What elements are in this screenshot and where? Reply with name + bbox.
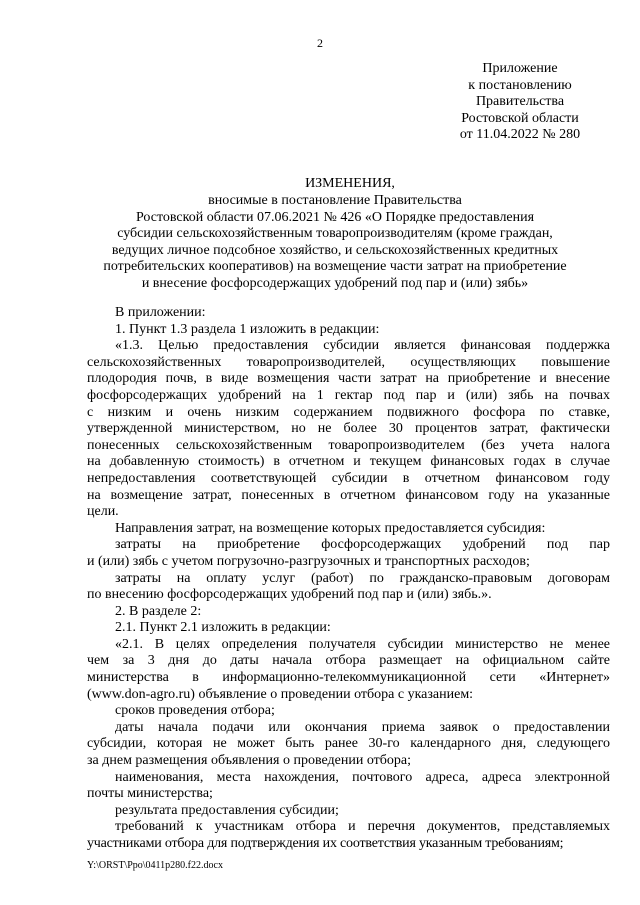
paragraph xyxy=(87,819,610,852)
paragraph-line: участниками отбора для подтверждения их соответствия указанным требованиям; xyxy=(87,836,564,851)
paragraph-line: непредоставления соответствующей субсидии в отчетном финансовом году xyxy=(87,470,610,486)
paragraph-2-1 xyxy=(87,637,610,703)
paragraph xyxy=(87,703,610,720)
paragraph-line: утвержденной министерством, но не более 30 процентов затрат, фактически xyxy=(87,421,610,437)
paragraph-line: почты министерства; xyxy=(87,786,213,802)
paragraph xyxy=(87,571,610,604)
paragraph-line: с низким и очень низким содержанием подвижного фосфора по ставке, xyxy=(87,404,610,420)
paragraph xyxy=(87,521,610,538)
appendix-line: Ростовской области xyxy=(461,110,579,126)
paragraph-1-3 xyxy=(87,338,610,521)
paragraph-line: на добавленную стоимость) в отчетном и текущем финансовых годах в случае xyxy=(87,454,610,470)
paragraph-line: затраты на оплату услуг (работ) по гражданско-правовым договорам xyxy=(115,570,610,586)
file-path-footer: Y:\ORST\Ppo\0411p280.f22.docx xyxy=(87,860,223,871)
document-body xyxy=(87,305,610,853)
paragraph-text: результата предоставления субсидии; xyxy=(115,802,339,818)
paragraph xyxy=(87,803,610,820)
appendix-block xyxy=(440,61,600,144)
paragraph-line: фосфорсодержащих удобрений на 1 гектар под пар и (или) зябь на почвах xyxy=(87,387,610,403)
subtitle-line: ведущих личное подсобное хозяйство, и сельскохозяйственных кредитных xyxy=(111,242,559,258)
paragraph-line: чем за 3 дня до даты начала отбора размещает на официальном сайте xyxy=(87,653,610,669)
paragraph-text: 2. В разделе 2: xyxy=(115,603,202,619)
page-number: 2 xyxy=(317,36,323,50)
paragraph-line: субсидии, которая не может быть ранее 30-го календарного дня, следующего xyxy=(87,736,610,752)
appendix-line: Приложение xyxy=(482,61,558,76)
paragraph-line: плодородия почв, в виде возмещения части затрат на приобретение и внесение xyxy=(87,371,610,387)
appendix-line: от 11.04.2022 № 280 xyxy=(459,127,581,142)
paragraph xyxy=(87,604,610,621)
paragraph-line: за днем размещения объявления о проведении отбора; xyxy=(87,753,411,769)
subtitle-line: субсидии сельскохозяйственным товаропроизводителям (кроме граждан, xyxy=(117,226,553,241)
document-subtitle xyxy=(70,193,600,292)
paragraph-line: затраты на приобретение фосфорсодержащих удобрений под пар xyxy=(115,537,610,553)
paragraph-line: требований к участникам отбора и перечня документов, представляемых xyxy=(115,819,610,835)
paragraph xyxy=(87,322,610,339)
paragraph-line: наименования, места нахождения, почтового адреса, адреса электронной xyxy=(115,769,610,785)
subtitle-line: Ростовской области 07.06.2021 № 426 «О Порядке предоставления xyxy=(135,209,535,225)
paragraph-text: сроков проведения отбора; xyxy=(115,703,275,719)
paragraph xyxy=(87,305,610,322)
paragraph xyxy=(87,620,610,637)
appendix-line: Правительства xyxy=(475,94,565,109)
paragraph-line: «1.3. Целью предоставления субсидии является финансовая поддержка xyxy=(115,338,610,354)
paragraph-text: 1. Пункт 1.3 раздела 1 изложить в редакции: xyxy=(115,321,380,337)
paragraph-line: министерства в информационно-телекоммуникационной сети «Интернет» xyxy=(87,670,610,686)
paragraph-text: В приложении: xyxy=(115,305,206,320)
paragraph xyxy=(87,720,610,770)
document-title: ИЗМЕНЕНИЯ, xyxy=(305,176,395,191)
paragraph xyxy=(87,537,610,570)
paragraph-line: даты начала подачи или окончания приема заявок о предоставлении xyxy=(115,719,610,735)
subtitle-line: вносимые в постановление Правительства xyxy=(208,193,462,208)
appendix-line: к постановлению xyxy=(468,77,572,93)
paragraph-line: сельскохозяйственных товаропроизводителей, осуществляющих повышение xyxy=(87,354,610,370)
paragraph-line: понесенных сельскохозяйственным товаропроизводителем (без учета налога xyxy=(87,437,610,453)
paragraph-line: «2.1. В целях определения получателя субсидии министерство не менее xyxy=(115,636,610,652)
subtitle-line: и внесение фосфорсодержащих удобрений под пар и (или) зябь» xyxy=(141,275,529,291)
paragraph-line: (www.don-agro.ru) объявление о проведении отбора с указанием: xyxy=(87,686,474,702)
subtitle-line: потребительских кооперативов) на возмещение части затрат на приобретение xyxy=(103,259,567,274)
paragraph-line: на возмещение затрат, понесенных в отчетном финансовом году на указанные xyxy=(87,487,610,503)
paragraph-line: цели. xyxy=(87,504,119,520)
paragraph-text: 2.1. Пункт 2.1 изложить в редакции: xyxy=(115,620,331,636)
paragraph xyxy=(87,770,610,803)
paragraph-text: Направления затрат, на возмещение которых предоставляется субсидия: xyxy=(115,520,546,536)
paragraph-line: по внесению фосфорсодержащих удобрений под пар и (или) зябь.». xyxy=(87,587,492,603)
paragraph-line: и (или) зябь с учетом погрузочно-разгрузочных и транспортных расходов; xyxy=(87,553,530,569)
